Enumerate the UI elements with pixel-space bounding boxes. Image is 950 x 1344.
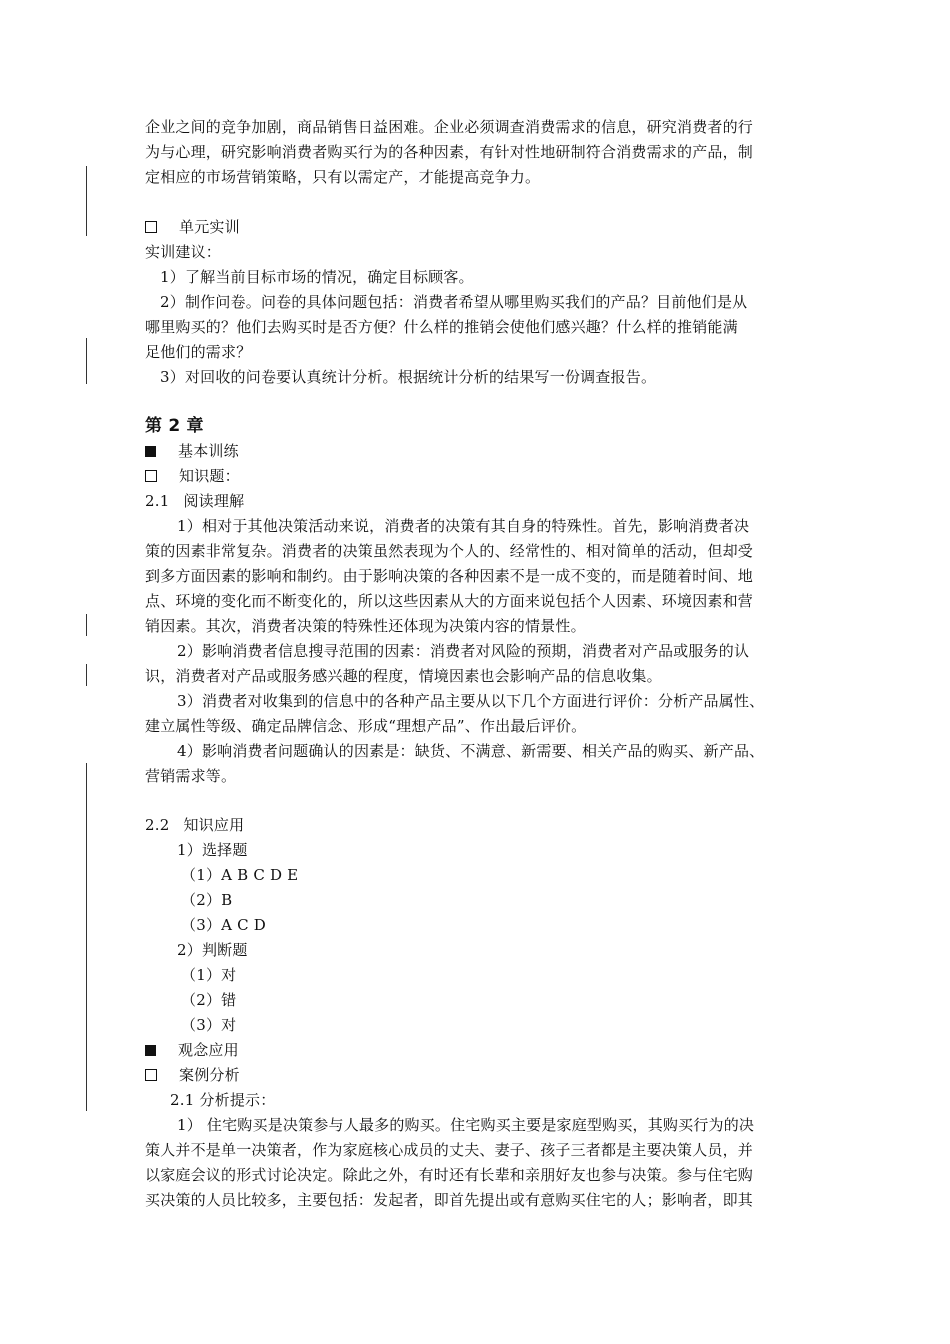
intro-line: 为与心理，研究影响消费者购买行为的各种因素，有针对性地研制符合消费需求的产品，制 (145, 143, 754, 161)
chapter-title: 第 2 章 (145, 416, 204, 436)
practice-item: 2）制作问卷。问卷的具体问题包括：消费者希望从哪里购买我们的产品？目前他们是从 (160, 293, 748, 311)
reading-para-line: 销因素。其次，消费者决策的特殊性还体现为决策内容的情景性。 (145, 617, 586, 635)
margin-bar (86, 338, 87, 384)
advice-label: 实训建议： (145, 243, 222, 261)
basic-training-heading: 基本训练 (145, 439, 815, 464)
margin-bar (86, 664, 87, 686)
judge-answer: （1）对 (181, 966, 237, 984)
margin-bar (86, 763, 87, 1111)
intro-line: 定相应的市场营销策略，只有以需定产，才能提高竞争力。 (145, 168, 541, 186)
reading-para-line: 建立属性等级、确定品牌信念、形成“理想产品”、作出最后评价。 (145, 717, 587, 735)
concept-application-heading: 观念应用 (145, 1038, 815, 1063)
filled-square-bullet-icon (145, 446, 156, 457)
application-heading: 2.2 知识应用 (145, 816, 245, 834)
reading-para-line: 2）影响消费者信息搜寻范围的因素：消费者对风险的预期，消费者对产品或服务的认 (177, 642, 750, 660)
hollow-square-bullet-icon (145, 1069, 157, 1081)
hollow-square-bullet-icon (145, 221, 157, 233)
hint-line: 策人并不是单一决策者，作为家庭核心成员的丈夫、妻子、孩子三者都是主要决策人员，并 (145, 1141, 754, 1159)
intro-line: 企业之间的竞争加剧，商品销售日益困难。企业必须调查消费需求的信息，研究消费者的行 (145, 118, 754, 136)
practice-item: 3）对回收的问卷要认真统计分析。根据统计分析的结果写一份调查报告。 (160, 368, 657, 386)
margin-bar (86, 614, 87, 636)
choice-heading: 1）选择题 (177, 841, 248, 859)
reading-para-line: 点、环境的变化而不断变化的，所以这些因素从大的方面来说包括个人因素、环境因素和营 (145, 592, 754, 610)
reading-para-line: 1）相对于其他决策活动来说，消费者的决策有其自身的特殊性。首先，影响消费者决 (177, 517, 750, 535)
judge-heading: 2）判断题 (177, 941, 248, 959)
unit-practice-heading: 单元实训 (145, 215, 815, 240)
reading-heading: 2.1 阅读理解 (145, 492, 245, 510)
hint-line: 1） 住宅购买是决策参与人最多的购买。住宅购买主要是家庭型购买，其购买行为的决 (177, 1116, 755, 1134)
knowledge-question-heading: 知识题： (145, 464, 815, 489)
case-analysis-heading: 案例分析 (145, 1063, 815, 1088)
hollow-square-bullet-icon (145, 470, 157, 482)
reading-para-line: 3）消费者对收集到的信息中的各种产品主要从以下几个方面进行评价：分析产品属性、 (177, 692, 765, 710)
practice-item: 足他们的需求？ (145, 343, 252, 361)
hint-label: 2.1 分析提示： (170, 1091, 276, 1109)
judge-answer: （2）错 (181, 991, 237, 1009)
reading-para-line: 到多方面因素的影响和制约。由于影响决策的各种因素不是一成不变的，而是随着时间、地 (145, 567, 754, 585)
judge-answer: （3）对 (181, 1016, 237, 1034)
reading-para-line: 识，消费者对产品或服务感兴趣的程度，情境因素也会影响产品的信息收集。 (145, 667, 662, 685)
margin-bar (86, 166, 87, 236)
choice-answer: （2）B (181, 891, 233, 909)
filled-square-bullet-icon (145, 1045, 156, 1056)
practice-item: 1）了解当前目标市场的情况，确定目标顾客。 (160, 268, 474, 286)
choice-answer: （1）A B C D E (181, 866, 299, 884)
reading-para-line: 4）影响消费者问题确认的因素是：缺货、不满意、新需要、相关产品的购买、新产品、 (177, 742, 765, 760)
reading-para-line: 策的因素非常复杂。消费者的决策虽然表现为个人的、经常性的、相对简单的活动，但却受 (145, 542, 754, 560)
reading-para-line: 营销需求等。 (145, 767, 237, 785)
practice-item: 哪里购买的？他们去购买时是否方便？什么样的推销会使他们感兴趣？什么样的推销能满 (145, 318, 738, 336)
hint-line: 以家庭会议的形式讨论决定。除此之外，有时还有长辈和亲朋好友也参与决策。参与住宅购 (145, 1166, 754, 1184)
hint-line: 买决策的人员比较多，主要包括：发起者，即首先提出或有意购买住宅的人；影响者，即其 (145, 1191, 754, 1209)
choice-answer: （3）A C D (181, 916, 267, 934)
